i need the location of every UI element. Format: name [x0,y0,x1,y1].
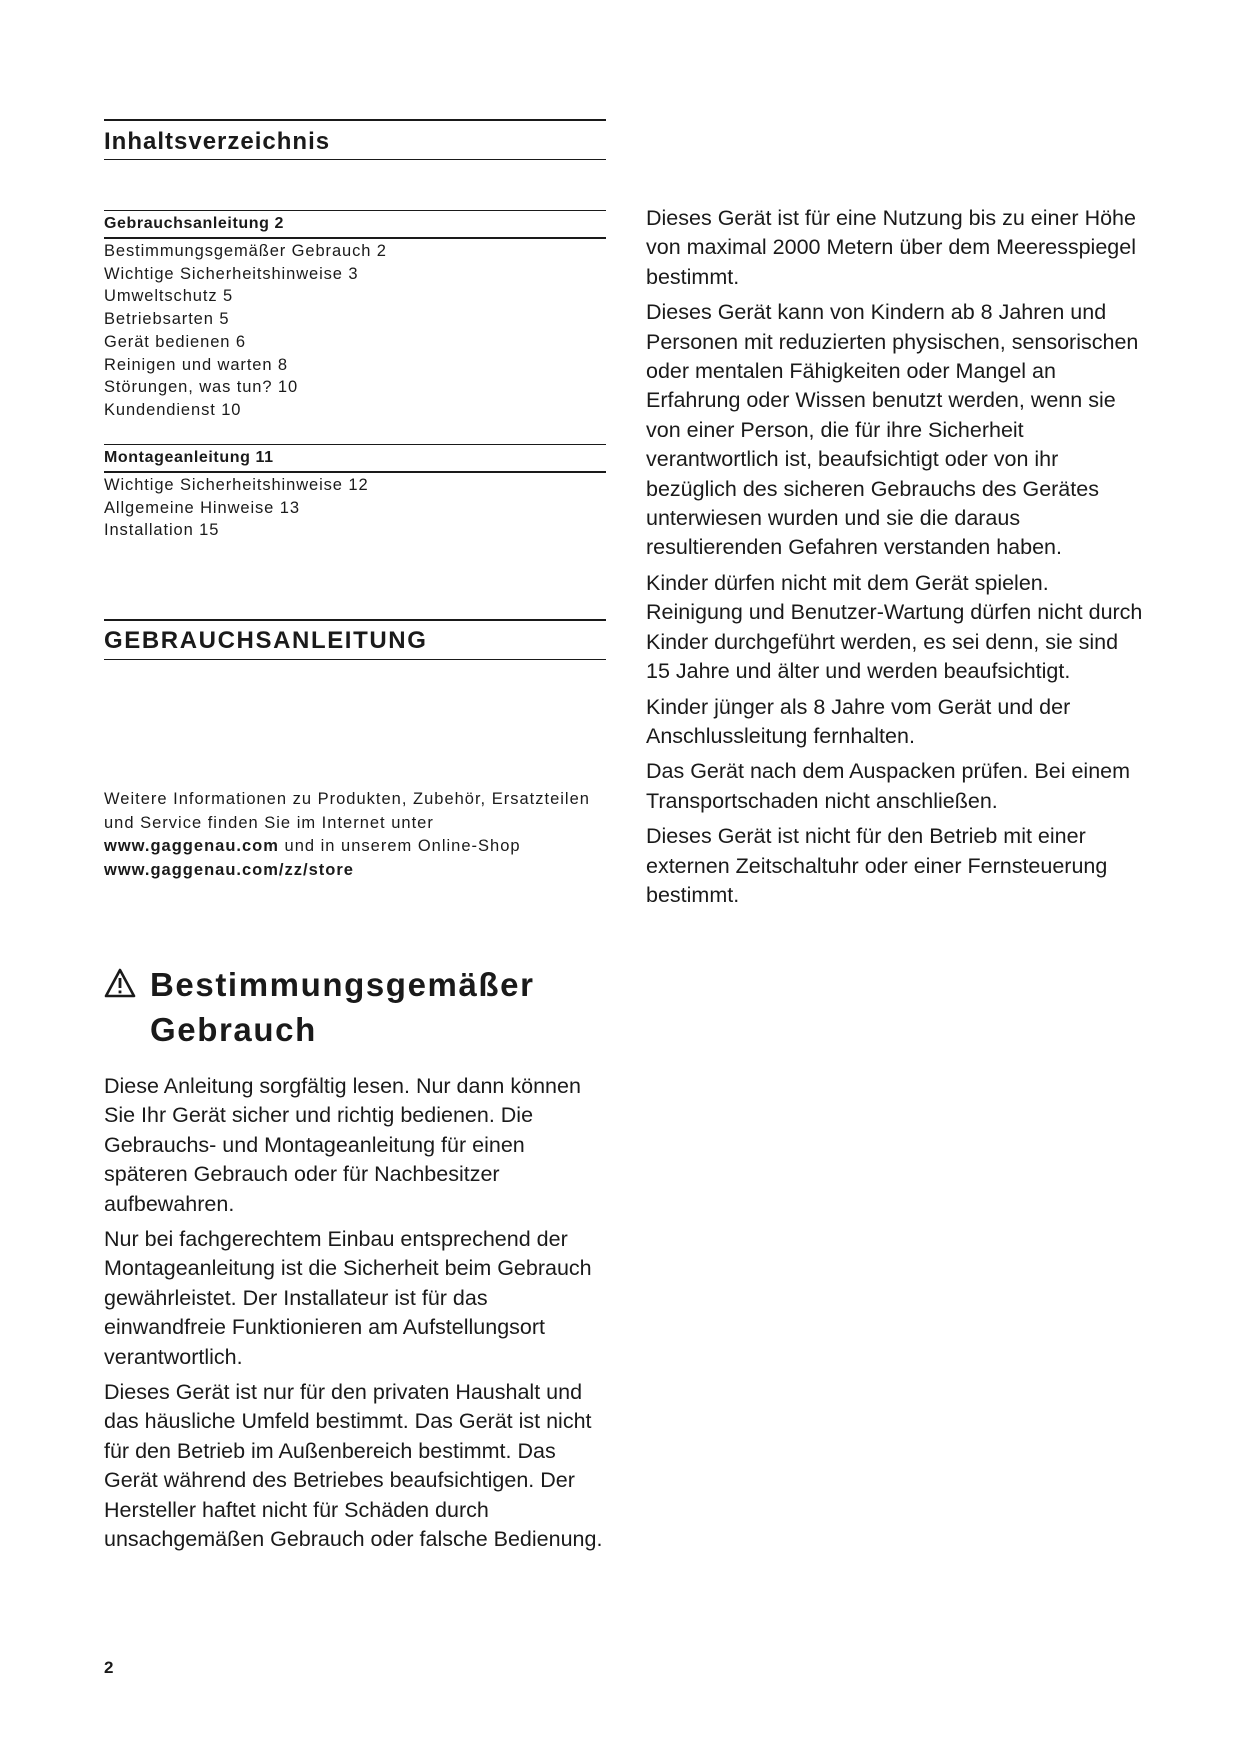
toc-item[interactable]: Bestimmungsgemäßer Gebrauch 2 [104,242,387,260]
info-paragraph [104,788,606,882]
paragraph: Dieses Gerät ist nur für den privaten Haushalt und das häusliche Umfeld bestimmt. Das Gerät ist nicht für den Betrieb im Außenbereich bestimmt. Das Gerät während des Betriebes beaufsichtigen. Der Hersteller haftet nicht für Schäden durch unsachgemäßen Gebrauch oder falsche Bedienung. [104,1380,603,1552]
toc-item[interactable]: Reinigen und warten 8 [104,355,289,374]
warning-title-line2: Gebrauch [150,1011,317,1048]
store-link[interactable]: www.gaggenau.com/zz/store [104,860,354,879]
paragraph: Kinder dürfen nicht mit dem Gerät spielen. Reinigung und Benutzer-Wartung dürfen nicht durch Kinder durchgeführt werden, es sei denn, sie sind 15 Jahre und älter und werden beaufsichtigt. [646,570,1143,684]
toc-list-gebrauchsanleitung [104,240,606,422]
left-body-text [104,1072,606,1561]
section-heading: GEBRAUCHSANLEITUNG [104,627,428,654]
paragraph: Dieses Gerät kann von Kindern ab 8 Jahren und Personen mit reduzierten physischen, sensorischen oder mentalen Fähigkeiten oder Mangel an Erfahrung oder Wissen benutzt werden, wenn sie von einer Person, die für ihre Sicherheit verantwortlich ist, beaufsichtigt oder von ihr bezüglich des sicheren Gebrauchs des Gerätes unterwiesen wurden und sie die daraus resultierenden Gefahren verstanden haben. [646,300,1139,560]
warning-title-line1: Bestimmungsgemäßer [150,966,535,1003]
toc-item[interactable]: Störungen, was tun? 10 [104,378,299,397]
toc-list-montageanleitung [104,474,606,542]
paragraph: Das Gerät nach dem Auspacken prüfen. Bei einem Transportschaden nicht anschließen. [646,759,1131,813]
right-body-text [646,204,1146,916]
toc-item[interactable]: Kundendienst 10 [104,400,242,419]
paragraph: Kinder jünger als 8 Jahre vom Gerät und der Anschlussleitung fernhalten. [646,694,1071,748]
paragraph: Diese Anleitung sorgfältig lesen. Nur dann können Sie Ihr Gerät sicher und richtig bedienen. Die Gebrauchs- und Montageanleitung für einen späteren Gebrauch oder für Nachbesitzer aufbewahren. [104,1074,581,1216]
info-text-2: und in unserem Online-Shop [284,837,521,855]
toc-section-heading-label[interactable]: Gebrauchsanleitung 2 [104,215,285,232]
warning-title [150,962,535,1052]
warning-triangle-icon [104,968,136,998]
toc-section-heading-label[interactable]: Montageanleitung 11 [104,449,274,466]
toc-item[interactable]: Umweltschutz 5 [104,287,234,306]
toc-title: Inhaltsverzeichnis [104,128,331,155]
toc-title-block [104,119,606,160]
toc-item[interactable]: Installation 15 [104,521,220,540]
toc-item[interactable]: Betriebsarten 5 [104,310,230,329]
paragraph: Dieses Gerät ist nicht für den Betrieb mit einer externen Zeitschaltuhr oder einer Fernsteuerung bestimmt. [646,824,1108,907]
website-link[interactable]: www.gaggenau.com [104,837,279,855]
toc-item[interactable]: Wichtige Sicherheitshinweise 3 [104,264,359,283]
section-heading-block [104,619,606,660]
toc-item[interactable]: Gerät bedienen 6 [104,332,246,351]
page-number: 2 [104,1658,114,1677]
toc-item[interactable]: Wichtige Sicherheitshinweise 12 [104,476,369,494]
info-text: Weitere Informationen zu Produkten, Zubehör, Ersatzteilen und Service finden Sie im Internet unter [104,790,590,832]
toc-section-heading-montageanleitung[interactable] [104,444,606,473]
paragraph: Dieses Gerät ist für eine Nutzung bis zu einer Höhe von maximal 2000 Metern über dem Meeresspiegel bestimmt. [646,206,1136,289]
toc-section-heading-gebrauchsanleitung[interactable] [104,210,606,239]
toc-item[interactable]: Allgemeine Hinweise 13 [104,498,300,517]
paragraph: Nur bei fachgerechtem Einbau entsprechend der Montageanleitung ist die Sicherheit beim Gebrauch gewährleistet. Der Installateur ist für das einwandfreie Funktionieren am Aufstellungsort verantwortlich. [104,1227,592,1369]
